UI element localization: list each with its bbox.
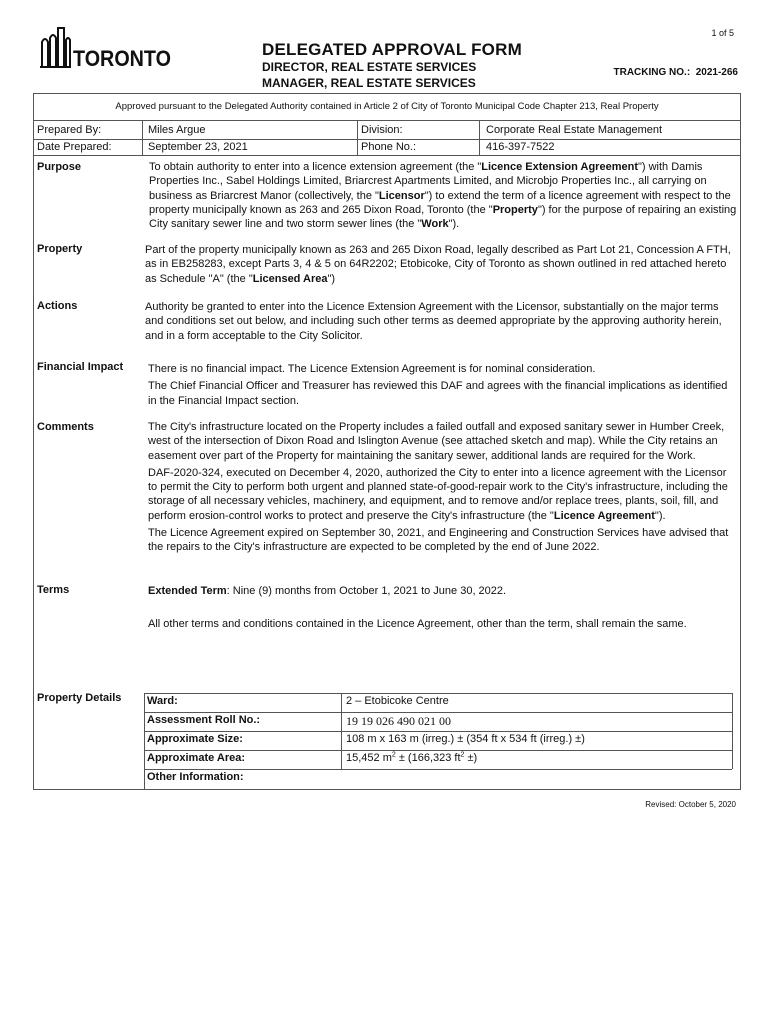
area-metric-exponent: 2 bbox=[391, 751, 396, 759]
details-key: Approximate Area: bbox=[147, 752, 246, 764]
actions-text bbox=[145, 300, 737, 346]
terms-text bbox=[148, 584, 736, 635]
purpose-label: Purpose bbox=[37, 161, 82, 173]
details-row-roll-number bbox=[144, 712, 732, 731]
details-value: 108 m x 163 m (irreg.) ± (354 ft x 534 ft (irreg.) ±) bbox=[346, 733, 585, 745]
details-key: Assessment Roll No.: bbox=[147, 714, 261, 726]
terms-label: Terms bbox=[37, 584, 70, 596]
actions-paragraph: Authority be granted to enter into the Licence Extension Agreement with the Licensor, substantially on the major terms and conditions set out below, and including such other terms as deemed appropriate by the approving authority herein, and in a form acceptable to the City Solicitor. bbox=[145, 301, 722, 342]
details-right-border bbox=[732, 693, 733, 769]
date-prepared-value: September 23, 2021 bbox=[148, 141, 248, 153]
form-subtitle-manager: MANAGER, REAL ESTATE SERVICES bbox=[262, 76, 476, 90]
financial-paragraph-1: There is no financial impact. The Licence Extension Agreement is for nominal consideration. bbox=[148, 363, 596, 375]
info-col-divider-1 bbox=[142, 121, 143, 155]
comments-paragraph-1: The City's infrastructure located on the Property includes a failed outfall and exposed sanitary sewer in Humber Creek, west of the intersection of Dixon Road and Islington Avenue (see attached sketch and map). While the City retains an easement over part of the Property for maintaining the sanitary sewer, additional lands are required for the Work. bbox=[148, 421, 725, 462]
details-value: 19 19 026 490 021 00 bbox=[346, 714, 451, 728]
details-row-other bbox=[144, 769, 732, 788]
comments-text bbox=[148, 420, 738, 558]
revised-date: Revised: October 5, 2020 bbox=[645, 800, 736, 809]
property-details-label: Property Details bbox=[37, 692, 122, 704]
approved-statement: Approved pursuant to the Delegated Authority contained in Article 2 of City of Toronto Municipal Code Chapter 213, Real Property bbox=[34, 93, 740, 121]
financial-paragraph-2: The Chief Financial Officer and Treasurer has reviewed this DAF and agrees with the financial implications as identified in the Financial Impact section. bbox=[148, 380, 728, 407]
details-row-ward bbox=[144, 693, 732, 712]
date-prepared-label: Date Prepared: bbox=[37, 141, 112, 153]
form-title: DELEGATED APPROVAL FORM bbox=[262, 40, 522, 59]
property-paragraph: Part of the property municipally known as 263 and 265 Dixon Road, legally described as Part Lot 21, Concession A FTH, as in EB258283, except Parts 3, 4 & 5 on 64R2202; Etobicoke, City of Toronto as shown outlined in red attached hereto as Schedule "A" (the "Licensed Area") bbox=[145, 244, 731, 285]
terms-paragraph-2: All other terms and conditions contained in the Licence Agreement, other than the term, shall remain the same. bbox=[148, 618, 687, 631]
property-label: Property bbox=[37, 243, 83, 255]
property-text bbox=[145, 243, 737, 289]
details-key: Other Information: bbox=[147, 771, 244, 783]
prepared-by-value: Miles Argue bbox=[148, 124, 206, 136]
purpose-text bbox=[149, 160, 737, 234]
division-label: Division: bbox=[361, 124, 403, 136]
comments-label: Comments bbox=[37, 421, 94, 433]
details-row-area bbox=[144, 750, 732, 769]
tracking-value: 2021-266 bbox=[695, 67, 738, 78]
info-col-divider-3 bbox=[479, 121, 480, 155]
area-imperial-exponent: 2 bbox=[460, 751, 465, 759]
property-details-table bbox=[144, 693, 732, 789]
financial-impact-label: Financial Impact bbox=[37, 361, 124, 373]
info-bottom-divider bbox=[34, 155, 740, 156]
comments-paragraph-3: The Licence Agreement expired on September 30, 2021, and Engineering and Construction Services have advised that the repairs to the City's infrastructure are expected to be completed by the end of June 2022. bbox=[148, 527, 729, 554]
details-key: Approximate Size: bbox=[147, 733, 243, 745]
division-value: Corporate Real Estate Management bbox=[486, 124, 663, 136]
area-suffix: ±) bbox=[464, 752, 478, 764]
tracking-number bbox=[614, 67, 739, 78]
prepared-by-label: Prepared By: bbox=[37, 124, 102, 136]
details-row-size bbox=[144, 731, 732, 750]
details-value: 2 – Etobicoke Centre bbox=[346, 695, 449, 707]
tracking-label: TRACKING NO.: bbox=[613, 67, 691, 78]
financial-impact-text bbox=[148, 362, 736, 411]
area-imperial: ± (166,323 ft bbox=[395, 752, 461, 764]
svg-text:TORONTO: TORONTO bbox=[73, 46, 171, 70]
phone-value: 416-397-7522 bbox=[486, 141, 555, 153]
details-key: Ward: bbox=[147, 695, 178, 707]
toronto-logo-icon bbox=[40, 26, 172, 70]
comments-paragraph-2: DAF-2020-324, executed on December 4, 2020, authorized the City to enter into a licence agreement with the Licensor to permit the City to perform both urgent and planned state-of-good-repair work to the City's infrastructure, including the storage of all necessary vehicles, machinery, and equipment, and to remove and/or replace trees, plants, soil, fill, and perform erosion-control works to protect and preserve the City's infrastructure (the "Licence Agreement"). bbox=[148, 466, 728, 522]
info-col-divider-2 bbox=[357, 121, 358, 155]
details-value bbox=[346, 752, 477, 764]
purpose-paragraph: To obtain authority to enter into a licence extension agreement (the "Licence Extension Agreement") with Damis Properties Inc., Sabel Holdings Limited, Briarcrest Apartments Limited, and Microbjo Properties Inc., all carrying on business as Briarcrest Manor (collectively, the "Licensor") to extend the term of a licence agreement with respect to the property municipally known as 263 and 265 Dixon Road, Toronto (the "Property") for the purpose of repairing an existing City sanitary sewer line and two storm sewer lines (the "Work"). bbox=[149, 161, 737, 231]
phone-label: Phone No.: bbox=[361, 141, 417, 153]
area-metric: 15,452 m bbox=[346, 752, 392, 764]
form-subtitle-director: DIRECTOR, REAL ESTATE SERVICES bbox=[262, 60, 477, 74]
actions-label: Actions bbox=[37, 300, 78, 312]
terms-paragraph-1: Extended Term: Nine (9) months from October 1, 2021 to June 30, 2022. bbox=[148, 585, 507, 597]
page-number: 1 of 5 bbox=[711, 28, 734, 38]
